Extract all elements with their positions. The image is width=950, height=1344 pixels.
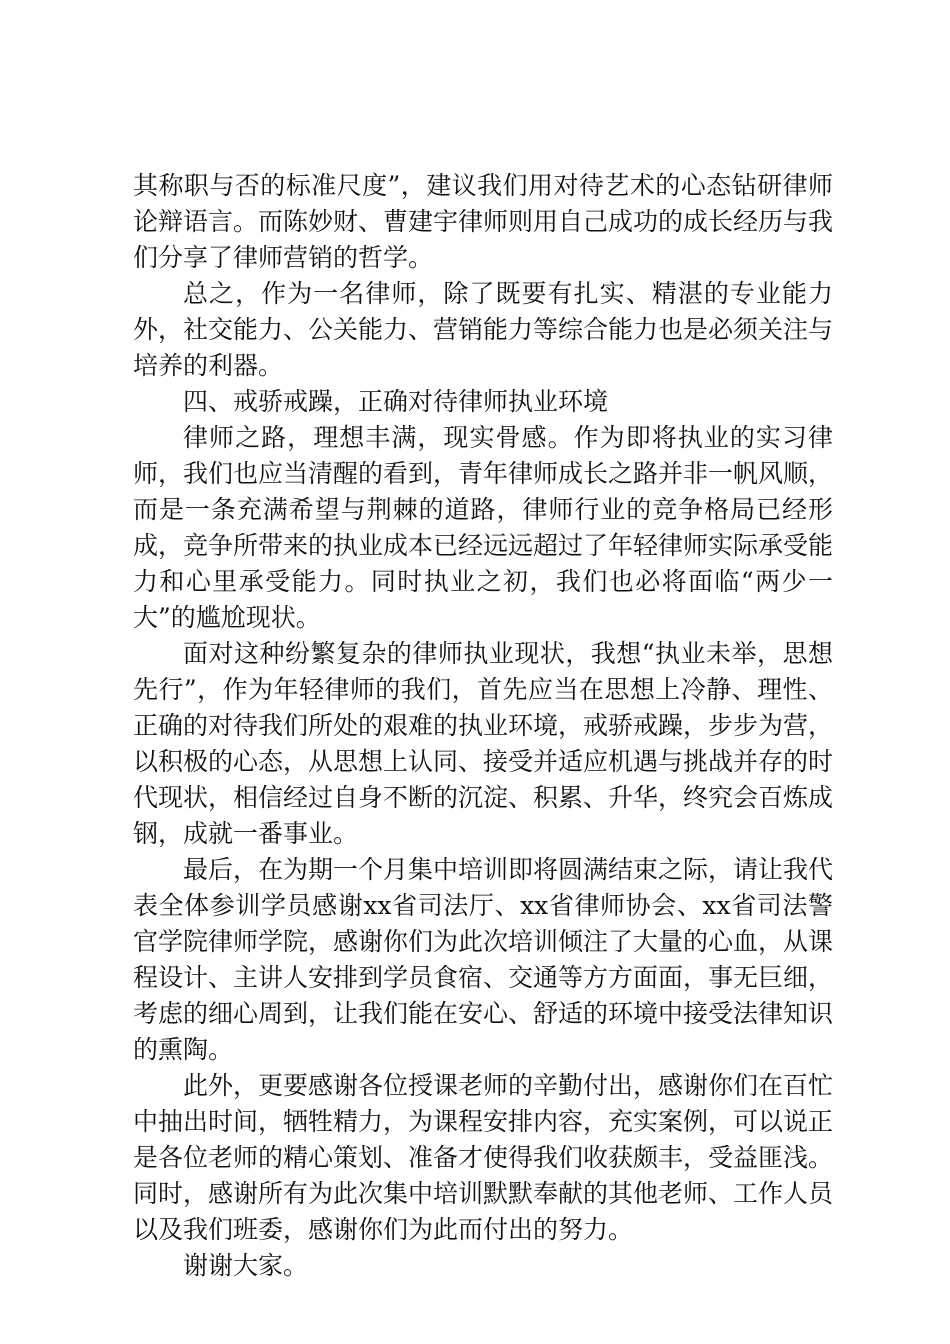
paragraph-thanks-teachers: 此外，更要感谢各位授课老师的辛勤付出，感谢你们在百忙中抽出时间，牺牲精力，为课程安排内容，充实案例，可以说正是各位老师的精心策划、准备才使得我们收获颇丰，受益匪浅。同时，感谢所有为此次集中培训默默奉献的其他老师、工作人员以及我们班委，感谢你们为此而付出的努力。 (133, 1071, 834, 1244)
paragraph-continuation: 其称职与否的标准尺度”，建议我们用对待艺术的心态钻研律师论辩语言。而陈妙财、曹建宇律师则用自己成功的成长经历与我们分享了律师营销的哲学。 (133, 171, 834, 272)
paragraph-practice-status: 面对这种纷繁复杂的律师执业现状，我想“执业未举，思想先行”，作为年轻律师的我们，首先应当在思想上冷静、理性、正确的对待我们所处的艰难的执业环境，戒骄戒躁，步步为营，以积极的心态，从思想上认同、接受并适应机遇与挑战并存的时代现状，相信经过自身不断的沉淀、积累、升华，终究会百炼成钢，成就一番事业。 (133, 639, 834, 848)
document-body (133, 168, 833, 1284)
section-heading-4: 四、戒骄戒躁，正确对待律师执业环境 (183, 387, 609, 416)
paragraph-closing: 谢谢大家。 (183, 1251, 309, 1280)
paragraph-lawyer-path: 律师之路，理想丰满，现实骨感。作为即将执业的实习律师，我们也应当清醒的看到，青年律师成长之路并非一帆风顺，而是一条充满希望与荆棘的道路，律师行业的竞争格局已经形成，竞争所带来的执业成本已经远远超过了年轻律师实际承受能力和心里承受能力。同时执业之初，我们也必将面临“两少一大”的尴尬现状。 (133, 423, 834, 632)
paragraph-thanks-organizers: 最后，在为期一个月集中培训即将圆满结束之际，请让我代表全体参训学员感谢xx省司法厅、xx省律师协会、xx省司法警官学院律师学院，感谢你们为此次培训倾注了大量的心血，从课程设计、主讲人安排到学员食宿、交通等方方面面，事无巨细，考虑的细心周到，让我们能在安心、舒适的环境中接受法律知识的熏陶。 (133, 855, 834, 1064)
paragraph-summary: 总之，作为一名律师，除了既要有扎实、精湛的专业能力外，社交能力、公关能力、营销能力等综合能力也是必须关注与培养的利器。 (133, 279, 834, 380)
